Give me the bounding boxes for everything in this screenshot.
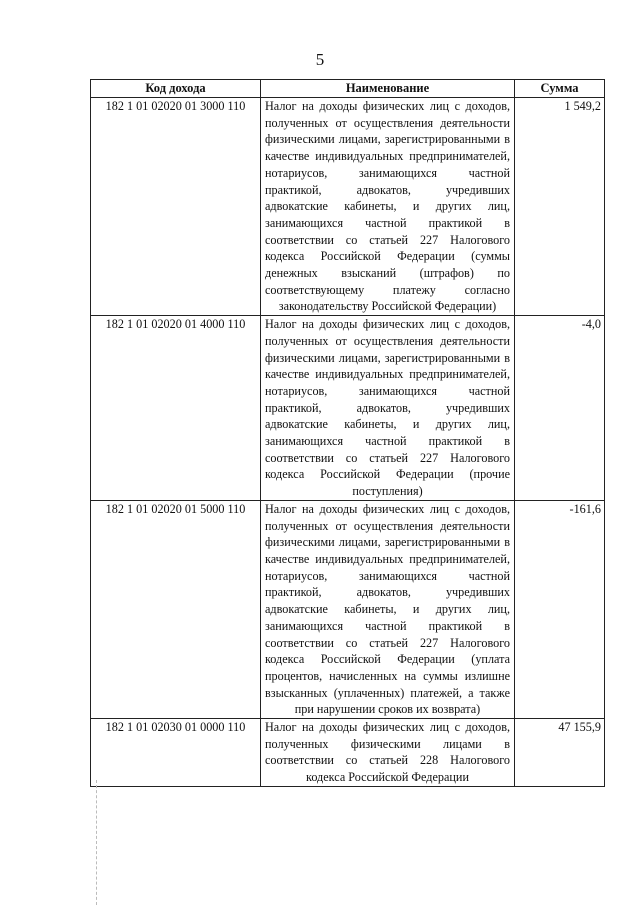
income-name: Налог на доходы физических лиц с доходов, полученных от осуществления деятельности физическими лицами, зарегистрированными в качестве индивидуальных предпринимателей, нотариусов, занимающихся частной практикой, адвокатов, учредивших адвокатские кабинеты, и других лиц, занимающихся частной практикой в соответствии со статьей 227 Налогового кодекса Российской Федерации (прочие поступления): [261, 316, 515, 501]
income-sum: 1 549,2: [515, 98, 605, 316]
income-sum: -161,6: [515, 500, 605, 718]
table-body: [91, 98, 605, 787]
table-row: [91, 719, 605, 787]
header-code: Код дохода: [91, 80, 261, 98]
table-row: [91, 500, 605, 718]
table-header: [91, 80, 605, 98]
income-code: 182 1 01 02030 01 0000 110: [91, 719, 261, 787]
income-sum: 47 155,9: [515, 719, 605, 787]
table-row: [91, 98, 605, 316]
income-name: Налог на доходы физических лиц с доходов, полученных от осуществления деятельности физическими лицами, зарегистрированными в качестве индивидуальных предпринимателей, нотариусов, занимающихся частной практикой, адвокатов, учредивших адвокатские кабинеты, и других лиц, занимающихся частной практикой в соответствии со статьей 227 Налогового кодекса Российской Федерации (суммы денежных взысканий (штрафов) по соответствующему платежу согласно законодательству Российской Федерации): [261, 98, 515, 316]
income-code: 182 1 01 02020 01 3000 110: [91, 98, 261, 316]
scan-margin-line: [96, 780, 98, 905]
income-name: Налог на доходы физических лиц с доходов, полученных физическими лицами в соответствии со статьей 228 Налогового кодекса Российской Федерации: [261, 719, 515, 787]
income-code: 182 1 01 02020 01 4000 110: [91, 316, 261, 501]
income-sum: -4,0: [515, 316, 605, 501]
header-name: Наименование: [261, 80, 515, 98]
page-number: 5: [315, 50, 325, 69]
income-table: [90, 79, 605, 787]
income-code: 182 1 01 02020 01 5000 110: [91, 500, 261, 718]
header-row: [91, 80, 605, 98]
table-row: [91, 316, 605, 501]
income-name: Налог на доходы физических лиц с доходов, полученных от осуществления деятельности физическими лицами, зарегистрированными в качестве индивидуальных предпринимателей, нотариусов, занимающихся частной практикой, адвокатов, учредивших адвокатские кабинеты, и других лиц, занимающихся частной практикой в соответствии со статьей 227 Налогового кодекса Российской Федерации (уплата процентов, начисленных на суммы излишне взысканных (уплаченных) платежей, а также при нарушении сроков их возврата): [261, 500, 515, 718]
header-sum: Сумма: [515, 80, 605, 98]
